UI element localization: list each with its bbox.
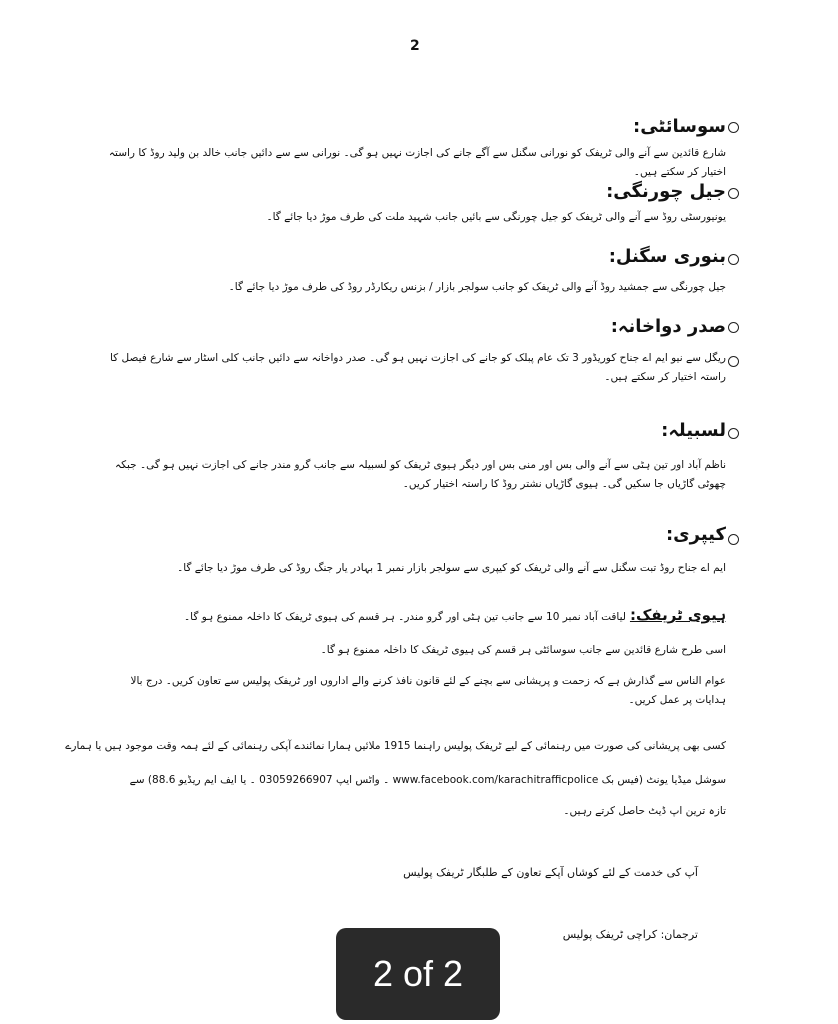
section-body: ریگل سے نیو ایم اے جناح کوریڈور 3 تک عام پبلک کو جانے کی اجازت نہیں ہو گی۔ صدر دواخانہ سے دائیں جانب کلی اسٹار سے شارع فیصل کا راستہ اختیار کر سکتے ہیں۔ [109,352,726,383]
section-body: ناظم آباد اور تین ہٹی سے آنے والی بس اور منی بس اور دیگر ہیوی ٹریفک کو لسبیلہ سے جانب گرو مندر جانے کی اجازت نہیں ہو گی۔ جبکہ چھوٹی گاڑیاں جا سکیں گی۔ ہیوی گاڑیاں نشتر روڈ کا راستہ اختیار کریں۔ [115,459,726,490]
page-indicator: 2 of 2 [336,928,500,1020]
section-body: جیل چورنگی سے جمشید روڈ آنے والی ٹریفک کو جانب سولجر بازار / بزنس ریکارڈر روڈ کی طرف موڑ دیا جائے گا۔ [228,281,726,293]
section-heading: جیل چورنگی: [606,181,726,202]
signature-line: ترجمان: کراچی ٹریفک پولیس [562,928,698,941]
heavy-traffic-line: اسی طرح شارع قائدین سے جانب سوسائٹی ہر قسم کی ہیوی ٹریفک کا داخلہ ممنوع ہو گا۔ [320,644,726,656]
bullet-icon [728,322,739,333]
heavy-traffic-line: لیاقت آباد نمبر 10 سے جانب تین ہٹی اور گرو مندر۔ ہر قسم کی ہیوی ٹریفک کا داخلہ ممنوع ہو گا۔ [184,611,626,623]
public-notice: عوام الناس سے گذارش ہے کہ زحمت و پریشانی سے بچنے کے لئے قانون نافذ کرنے والے اداروں اور ٹریفک پولیس سے تعاون کریں۔ درج بالا ہدایات پر عمل کریں۔ [130,675,726,706]
bullet-icon [728,254,739,265]
bullet-icon [728,428,739,439]
section-heading: سوسائٹی: [633,116,726,137]
bullet-icon [728,534,739,545]
bullet-icon [728,188,739,199]
section-heading: صدر دواخانہ: [610,316,726,337]
bullet-icon [728,356,739,367]
section-heading: کیپری: [665,524,726,545]
section-body: یونیورسٹی روڈ سے آنے والی ٹریفک کو جیل چورنگی سے بائیں جانب شہید ملت کی طرف موڑ دیا جائے گا۔ [266,211,726,223]
contact-line: تازہ ترین اپ ڈیٹ حاصل کرتے رہیں۔ [563,805,726,817]
contact-line: کسی بھی پریشانی کی صورت میں رہنمائی کے لیے ٹریفک پولیس راہنما 1915 ملائیں ہمارا نمائندے آپکی رہنمائی کے لئے ہمہ وقت موجود ہیں یا ہمارے [65,740,726,752]
section-heading: بنوری سگنل: [608,246,726,267]
page-number: 2 [410,38,420,54]
section-body: ایم اے جناح روڈ تبت سگنل سے آنے والی ٹریفک کو کیپری سے سولجر بازار نمبر 1 بہادر یار جنگ روڈ کی طرف موڑ دیا جائے گا۔ [177,562,726,574]
section-heading: لسبیلہ: [661,420,726,441]
section-body: شارع قائدین سے آنے والی ٹریفک کو نورانی سگنل سے آگے جانے کی اجازت نہیں ہو گی۔ نورانی سے سے دائیں جانب خالد بن ولید روڈ کا راستہ اختیار کر سکتے ہیں۔ [108,147,726,178]
contact-line: سوشل میڈیا یونٹ (فیس بک www.facebook.com/karachitrafficpolice ۔ واٹس ایپ 03059266907 ۔ یا ایف ایم ریڈیو 88.6) سے [129,774,726,786]
closing-line: آپ کی خدمت کے لئے کوشاں آپکے تعاون کے طلبگار ٹریفک پولیس [403,866,698,879]
bullet-icon [728,122,739,133]
heavy-traffic-label: ہیوی ٹریفک: [629,606,726,624]
